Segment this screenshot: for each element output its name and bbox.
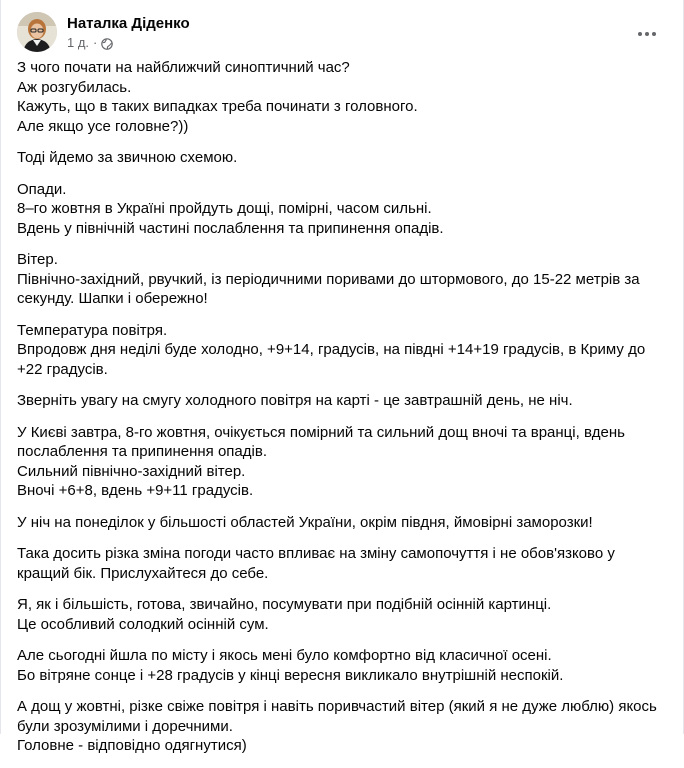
post-text-line: Але якщо усе головне?))	[17, 117, 189, 135]
more-options-button[interactable]	[629, 16, 665, 52]
post-text-line: А дощ у жовтні, різке свіже повітря і навіть поривчастий вітер (який я не дуже люблю) якось були зрозумілими і доречними.	[17, 698, 657, 735]
post-text-line: Аж розгубилась.	[17, 78, 132, 96]
post-text-line: Тоді йдемо за звичною схемою.	[17, 149, 238, 166]
post-paragraph	[17, 321, 663, 380]
post-paragraph	[17, 513, 663, 533]
post-meta	[67, 34, 113, 51]
post-text-line: У Києві завтра, 8-го жовтня, очікується помірний та сильний дощ вночі та вранці, вдень послаблення та припинення опадів.	[17, 423, 625, 460]
post-text-line: Вночі +6+8, вдень +9+11 градусів.	[17, 482, 254, 499]
post-text-line: Кажуть, що в таких випадках треба починати з головного.	[17, 98, 418, 115]
post-paragraph	[17, 646, 663, 685]
post-paragraph	[17, 544, 663, 583]
post-text-line: Температура повітря.	[17, 321, 168, 339]
post-paragraph	[17, 58, 663, 136]
post-text	[17, 58, 663, 768]
post-text-line: 8–го жовтня в Україні пройдуть дощі, помірні, часом сильні.	[17, 200, 432, 217]
post-paragraph	[17, 595, 663, 634]
post-paragraph	[17, 250, 663, 309]
meta-separator: ·	[93, 35, 98, 50]
post-paragraph	[17, 391, 663, 411]
more-options-icon	[638, 32, 642, 36]
post-text-line: Я, як і більшість, готова, звичайно, посумувати при подібній осінній картинці.	[17, 596, 552, 613]
post-text-line: Сильний північно-західний вітер.	[17, 462, 246, 480]
avatar-photo	[17, 12, 57, 52]
post-text-line: Це особливий солодкий осінній сум.	[17, 615, 269, 633]
post-text-line: Вітер.	[17, 251, 58, 268]
post-time[interactable]: 1 д.	[67, 35, 90, 50]
post-text-line: Впродовж дня неділі буде холодно, +9+14, градусів, на півдні +14+19 градусів, в Криму до +22 градусів.	[17, 341, 646, 378]
post-paragraph	[17, 697, 663, 756]
post-paragraph	[17, 148, 663, 168]
avatar[interactable]	[17, 12, 57, 52]
globe-icon[interactable]	[101, 37, 113, 49]
post-paragraph	[17, 423, 663, 501]
post-text-line: Але сьогодні йшла по місту і якось мені було комфортно від класичної осені.	[17, 647, 552, 664]
post-text-line: У ніч на понеділок у більшості областей України, окрім півдня, ймовірні заморозки!	[17, 513, 593, 531]
post-paragraph	[17, 180, 663, 239]
post-header	[17, 12, 667, 54]
post-text-line: Головне - відповідно одягнутися)	[17, 737, 247, 754]
post-text-line: Північно-західний, рвучкий, із періодичними поривами до штормового, до 15-22 метрів за секунду. Шапки і обережно!	[17, 270, 640, 307]
post-text-line: З чого почати на найближчий синоптичний час?	[17, 59, 350, 76]
post-text-line: Зверніть увагу на смугу холодного повітря на карті - це завтрашній день, не ніч.	[17, 392, 573, 409]
post-text-line: Опади.	[17, 180, 67, 198]
post-text-line: Така досить різка зміна погоди часто впливає на зміну самопочуття і не обов'язково у кращий бік. Прислухайтеся до себе.	[17, 545, 615, 582]
post-text-line: Бо вітряне сонце і +28 градусів у кінці вересня викликало внутрішній неспокій.	[17, 666, 564, 684]
post-text-line: Вдень у північній частині послаблення та припинення опадів.	[17, 219, 444, 237]
author-name[interactable]: Наталка Діденко	[67, 15, 190, 32]
